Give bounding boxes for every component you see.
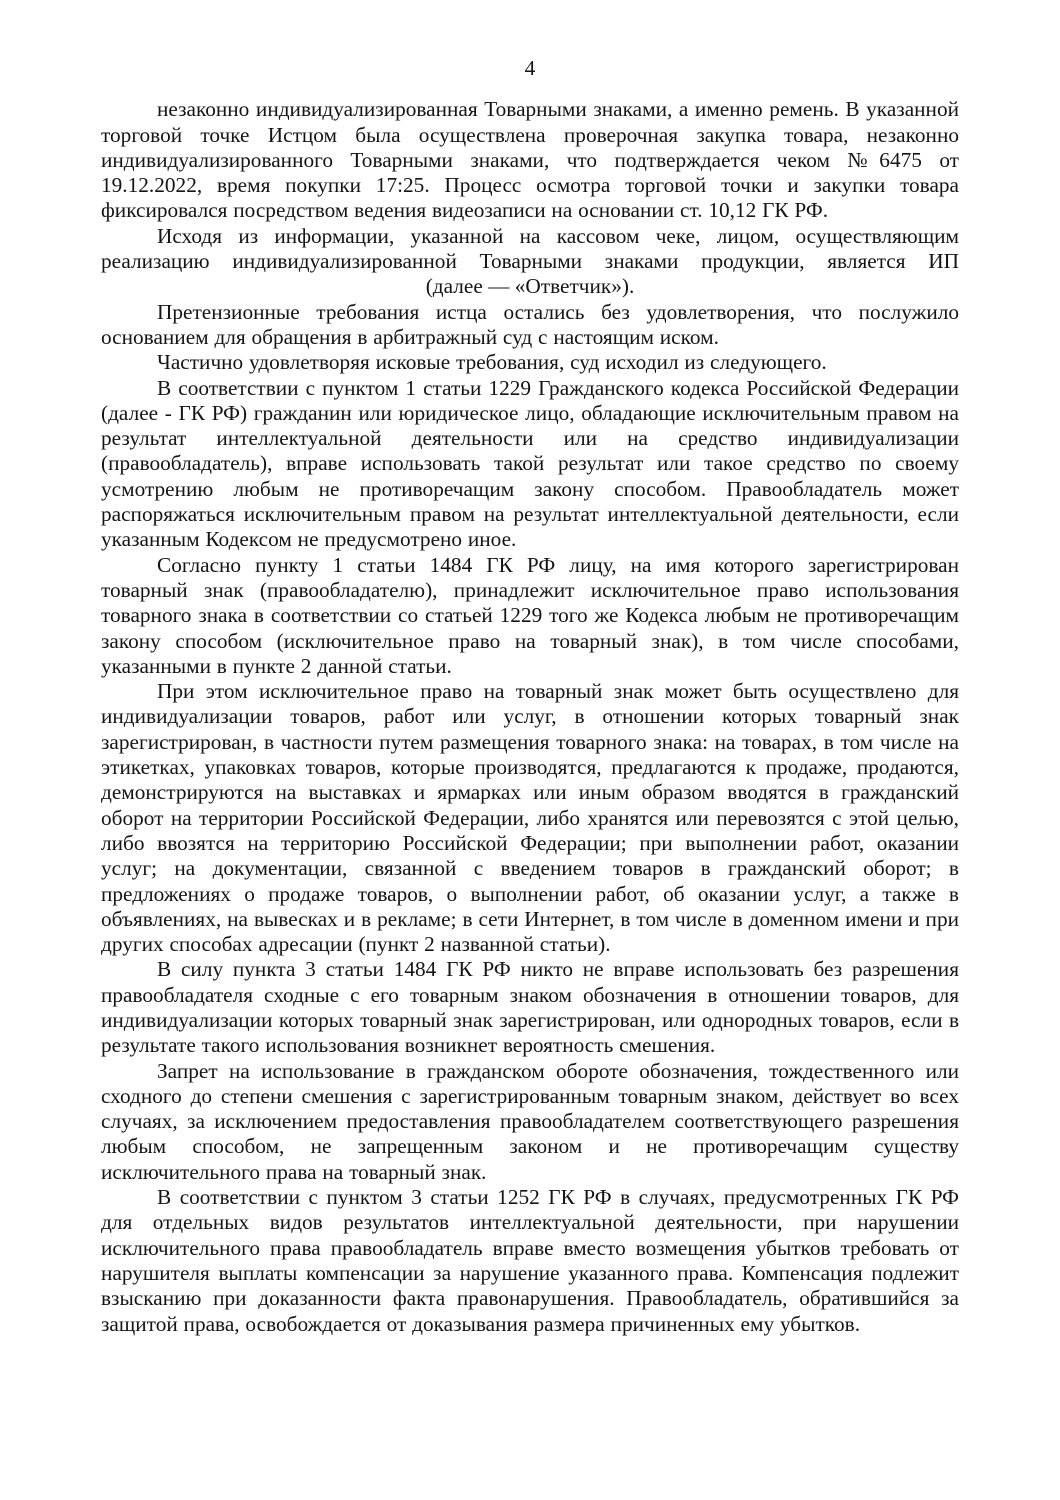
page-number: 4 xyxy=(524,56,536,80)
paragraph-claim-unsatisfied: Претензионные требования истца остались без удовлетворения, что послужило основанием для обращения в арбитражный суд с настоящим иском. xyxy=(101,299,959,349)
paragraph-article-1252-compensation: В соответствии с пунктом 3 статьи 1252 ГК РФ в случаях, предусмотренных ГК РФ для отдельных видов результатов интеллектуальной деятельности, при нарушении исключительного права правообладатель вправе вместо возмещения убытков требовать от нарушителя выплаты компенсации за нарушение указанного права. Компенсация подлежит взысканию при доказанности факта правонарушения. Правообладатель, обратившийся за защитой права, освобождается от доказывания размера причиненных ему убытков. xyxy=(101,1185,959,1336)
paragraph-use-prohibition: Запрет на использование в гражданском обороте обозначения, тождественного или сходного до степени смешения с зарегистрированным товарным знаком, действует во всех случаях, за исключением предоставления правообладателем соответствующего разрешения любым способом, не запрещенным законом и не противоречащим существу исключительного права на товарный знак. xyxy=(101,1058,959,1184)
paragraph-defendant-definition: (далее — «Ответчик»). xyxy=(425,274,635,299)
paragraph-trademark-use-methods: При этом исключительное право на товарный знак может быть осуществлено для индивидуализации товаров, работ или услуг, в отношении которых товарный знак зарегистрирован, в частности путем размещения товарного знака: на товарах, в том числе на этикетках, упаковках товаров, которые производятся, предлагаются к продаже, продаются, демонстрируются на выставках и ярмарках или иным образом вводятся в гражданский оборот на территории Российской Федерации, либо хранятся или перевозятся с этой целью, либо ввозятся на территорию Российской Федерации; при выполнении работ, оказании услуг; на документации, связанной с введением товаров в гражданский оборот; в предложениях о продаже товаров, о выполнении работ, об оказании услуг, а также в объявлениях, на вывесках и в рекламе; в сети Интернет, в том числе в доменном имени и при других способах адресации (пункт 2 названной статьи). xyxy=(101,679,959,957)
paragraph-article-1484-p1: Согласно пункту 1 статьи 1484 ГК РФ лицу, на имя которого зарегистрирован товарный знак (правообладателю), принадлежит исключительное право использования товарного знака в соответствии со статьей 1229 того же Кодекса любым не противоречащим закону способом (исключительное право на товарный знак), в том числе способами, указанными в пункте 2 данной статьи. xyxy=(101,552,959,678)
paragraph-court-reasoning-intro: Частично удовлетворяя исковые требования, суд исходил из следующего. xyxy=(157,350,827,375)
paragraph-purchase-evidence: незаконно индивидуализированная Товарными знаками, а именно ремень. В указанной торговой точке Истцом была осуществлена проверочная закупка товара, незаконно индивидуализированного Товарными знаками, что подтверждается чеком №6475 от 19.12.2022, время покупки 17:25. Процесс осмотра торговой точки и закупки товара фиксировался посредством ведения видеозаписи на основании ст. 10,12 ГК РФ. xyxy=(101,97,959,223)
paragraph-article-1484-p3: В силу пункта 3 статьи 1484 ГК РФ никто не вправе использовать без разрешения правообладателя сходные с его товарным знаком обозначения в отношении товаров, для индивидуализации которых товарный знак зарегистрирован, или однородных товаров, если в результате такого использования возникнет вероятность смешения. xyxy=(101,957,959,1058)
paragraph-receipt-info: Исходя из информации, указанной на кассовом чеке, лицом, осуществляющим реализацию индивидуализированной Товарными знаками продукции, является ИП xyxy=(101,223,959,274)
paragraph-article-1229: В соответствии с пунктом 1 статьи 1229 Гражданского кодекса Российской Федерации (далее - ГК РФ) гражданин или юридическое лицо, обладающие исключительным правом на результат интеллектуальной деятельности или на средство индивидуализации (правообладатель), вправе использовать такой результат или такое средство по своему усмотрению любым не противоречащим закону способом. Правообладатель может распоряжаться исключительным правом на результат интеллектуальной деятельности, если указанным Кодексом не предусмотрено иное. xyxy=(101,375,959,552)
